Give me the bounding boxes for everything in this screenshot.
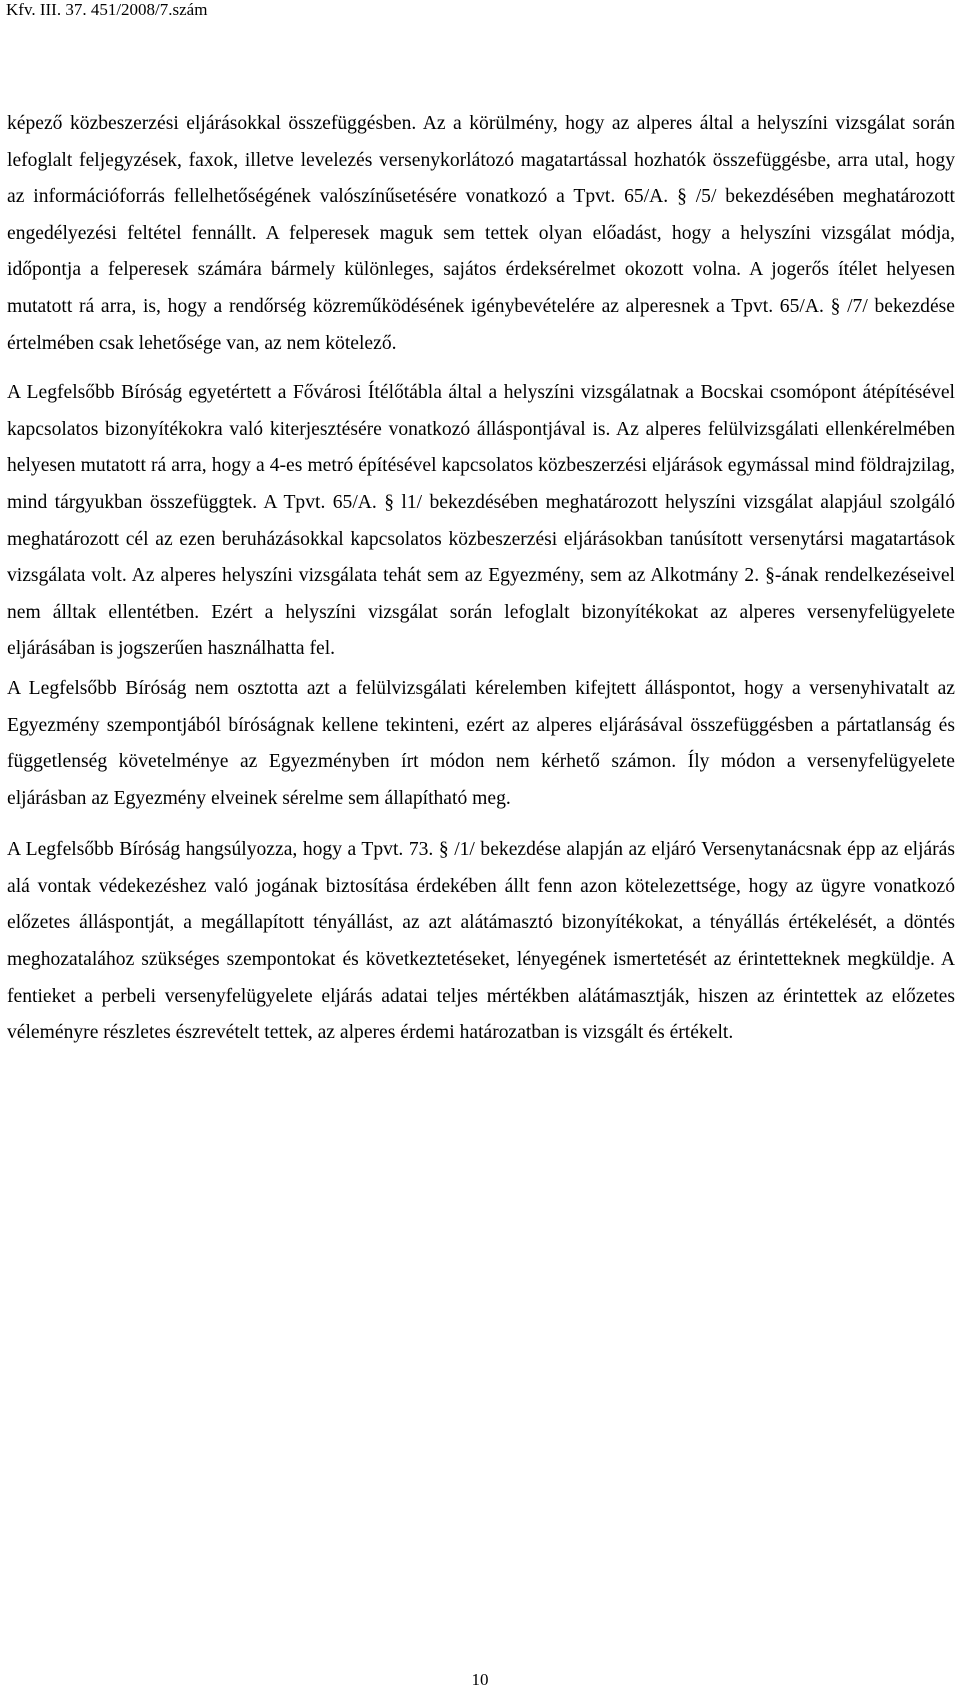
page-number: 10 bbox=[471, 1670, 489, 1689]
paragraph-4: A Legfelsőbb Bíróság hangsúlyozza, hogy a Tpvt. 73. § /1/ bekezdése alapján az eljáró Versenytanácsnak épp az eljárás alá vontak védekezéshez való jogának biztosítása érdekében állt fenn azon kötelezettsége, hogy az ügyre vonatkozó előzetes álláspontját, a megállapított tényállást, az azt alátámasztó bizonyítékokat, a tényállás értékelését, a döntés meghozatalához szükséges szempontokat és következtetéseket, lényegének ismertetését az érintetteknek megküldje. A fentieket a perbeli versenyfelügyelete eljárás adatai teljes mértékben alátámasztják, hiszen az érintettek az előzetes véleményre részletes észrevételt tettek, az alperes érdemi határozatban is vizsgált és értékelt. bbox=[7, 839, 955, 1044]
paragraph-1: képező közbeszerzési eljárásokkal összefüggésben. Az a körülmény, hogy az alperes által a helyszíni vizsgálat során lefoglalt feljegyzések, faxok, illetve levelezés versenykorlátozó magatartással hozhatók összefüggésbe, arra utal, hogy az információforrás fellelhetőségének valószínűsetésére vonatkozó a Tpvt. 65/A. § /5/ bekezdésében meghatározott engedélyezési feltétel fennállt. A felperesek maguk sem tettek olyan előadást, hogy a helyszíni vizsgálat módja, időpontja a felperesek számára bármely különleges, sajátos érdeksérelmet okozott volna. A jogerős ítélet helyesen mutatott rá arra, is, hogy a rendőrség közreműködésének igénybevételére az alperesnek a Tpvt. 65/A. § /7/ bekezdése értelmében csak lehetősége van, az nem kötelező. bbox=[7, 113, 955, 354]
paragraph-2: A Legfelsőbb Bíróság egyetértett a Fővárosi Ítélőtábla által a helyszíni vizsgálatnak a Bocskai csomópont átépítésével kapcsolatos bizonyítékokra való kiterjesztésére vonatkozó álláspontjával is. Az alperes felülvizsgálati ellenkérelmében helyesen mutatott rá arra, hogy a 4-es metró építésével kapcsolatos közbeszerzési eljárások egymással mind földrajzilag, mind tárgyukban összefüggtek. A Tpvt. 65/A. § l1/ bekezdésében meghatározott helyszíni vizsgálat alapjául szolgáló meghatározott cél az ezen beruházásokkal kapcsolatos közbeszerzési eljárásokban tanúsított versenytársi magatartások vizsgálata volt. Az alperes helyszíni vizsgálata tehát sem az Egyezmény, sem az Alkotmány 2. §-ának rendelkezéseivel nem álltak ellentétben. Ezért a helyszíni vizsgálat során lefoglalt bizonyítékokat az alperes versenyfelügyelete eljárásában is jogszerűen használhatta fel. bbox=[7, 382, 955, 660]
paragraph-3: A Legfelsőbb Bíróság nem osztotta azt a felülvizsgálati kérelemben kifejtett álláspontot, hogy a versenyhivatalt az Egyezmény szempontjából bíróságnak kellene tekinteni, ezért az alperes eljárásával összefüggésben a pártatlanság és függetlenség követelménye az Egyezményben írt módon nem kérhető számon. Íly módon a versenyfelügyelete eljárásban az Egyezmény elveinek sérelme sem állapítható meg. bbox=[7, 677, 955, 809]
document-body bbox=[7, 106, 955, 1052]
case-number-header: Kfv. III. 37. 451/2008/7.szám bbox=[6, 0, 208, 19]
